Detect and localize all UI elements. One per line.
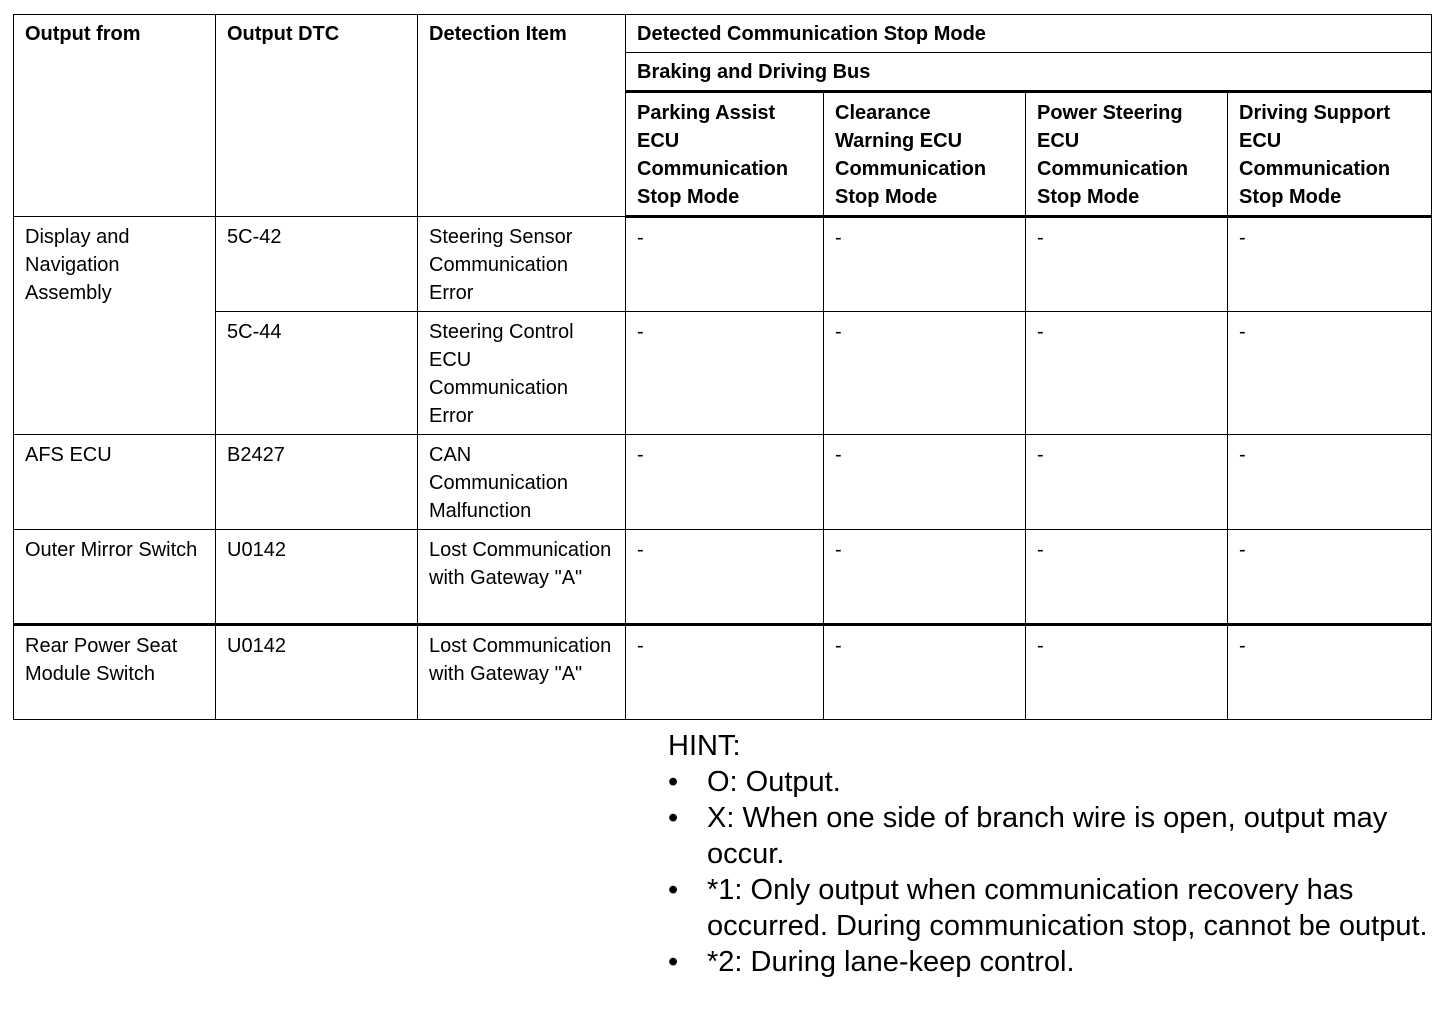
cell-mode-value: - (626, 530, 824, 625)
cell-output-from: Display and Navigation Assembly (14, 217, 216, 435)
cell-output-from: Outer Mirror Switch (14, 530, 216, 625)
cell-mode-value: - (626, 435, 824, 530)
cell-mode-value: - (824, 625, 1026, 720)
cell-dtc: 5C-44 (216, 312, 418, 435)
bullet-icon: • (668, 874, 679, 906)
cell-dtc: 5C-42 (216, 217, 418, 312)
header-row-1 (14, 15, 1432, 53)
hint-item-text: X: When one side of branch wire is open, output may occur. (707, 802, 1388, 870)
cell-mode-value: - (1026, 625, 1228, 720)
cell-mode-value: - (1026, 435, 1228, 530)
hint-item-text: O: Output. (707, 766, 841, 798)
header-mode-parking-assist: Parking Assist ECU Communication Stop Mode (626, 92, 824, 217)
cell-output-from: AFS ECU (14, 435, 216, 530)
cell-mode-value: - (1026, 530, 1228, 625)
cell-dtc: B2427 (216, 435, 418, 530)
table-row (14, 530, 1432, 625)
cell-detection-item: Lost Communication with Gateway "A" (418, 625, 626, 720)
bullet-icon: • (668, 766, 679, 798)
dtc-table (13, 14, 1432, 720)
cell-mode-value: - (1026, 312, 1228, 435)
header-detection-item: Detection Item (418, 15, 626, 217)
hint-section (668, 728, 1438, 980)
cell-mode-value: - (1228, 217, 1432, 312)
header-mode-power-steering: Power Steering ECU Communication Stop Mode (1026, 92, 1228, 217)
cell-mode-value: - (1228, 435, 1432, 530)
cell-detection-item: CAN Communication Malfunction (418, 435, 626, 530)
cell-mode-value: - (824, 217, 1026, 312)
cell-detection-item: Lost Communication with Gateway "A" (418, 530, 626, 625)
table-row (14, 625, 1432, 720)
hint-title: HINT: (668, 730, 741, 762)
header-detected-mode: Detected Communication Stop Mode (626, 15, 1432, 53)
hint-item (668, 944, 1438, 980)
header-output-dtc: Output DTC (216, 15, 418, 217)
cell-output-from: Rear Power Seat Module Switch (14, 625, 216, 720)
header-mode-driving-support: Driving Support ECU Communication Stop Mode (1228, 92, 1432, 217)
cell-dtc: U0142 (216, 530, 418, 625)
hint-list (668, 764, 1438, 980)
hint-item-text: *2: During lane-keep control. (707, 946, 1075, 978)
cell-detection-item: Steering Sensor Communication Error (418, 217, 626, 312)
table-row (14, 435, 1432, 530)
hint-item (668, 764, 1438, 800)
cell-mode-value: - (626, 217, 824, 312)
hint-item (668, 800, 1438, 872)
hint-item-text: *1: Only output when communication recovery has occurred. During communication stop, cannot be output. (707, 874, 1428, 942)
cell-mode-value: - (626, 312, 824, 435)
table-row (14, 217, 1432, 312)
cell-mode-value: - (824, 312, 1026, 435)
cell-mode-value: - (824, 435, 1026, 530)
header-bus: Braking and Driving Bus (626, 53, 1432, 92)
hint-item (668, 872, 1438, 944)
cell-mode-value: - (1228, 530, 1432, 625)
cell-detection-item: Steering Control ECU Communication Error (418, 312, 626, 435)
header-output-from: Output from (14, 15, 216, 217)
cell-mode-value: - (1228, 312, 1432, 435)
cell-dtc: U0142 (216, 625, 418, 720)
table-row (14, 312, 1432, 435)
cell-mode-value: - (626, 625, 824, 720)
bullet-icon: • (668, 802, 679, 834)
cell-mode-value: - (1026, 217, 1228, 312)
bullet-icon: • (668, 946, 679, 978)
cell-mode-value: - (1228, 625, 1432, 720)
header-mode-clearance-warning: Clearance Warning ECU Communication Stop Mode (824, 92, 1026, 217)
cell-mode-value: - (824, 530, 1026, 625)
